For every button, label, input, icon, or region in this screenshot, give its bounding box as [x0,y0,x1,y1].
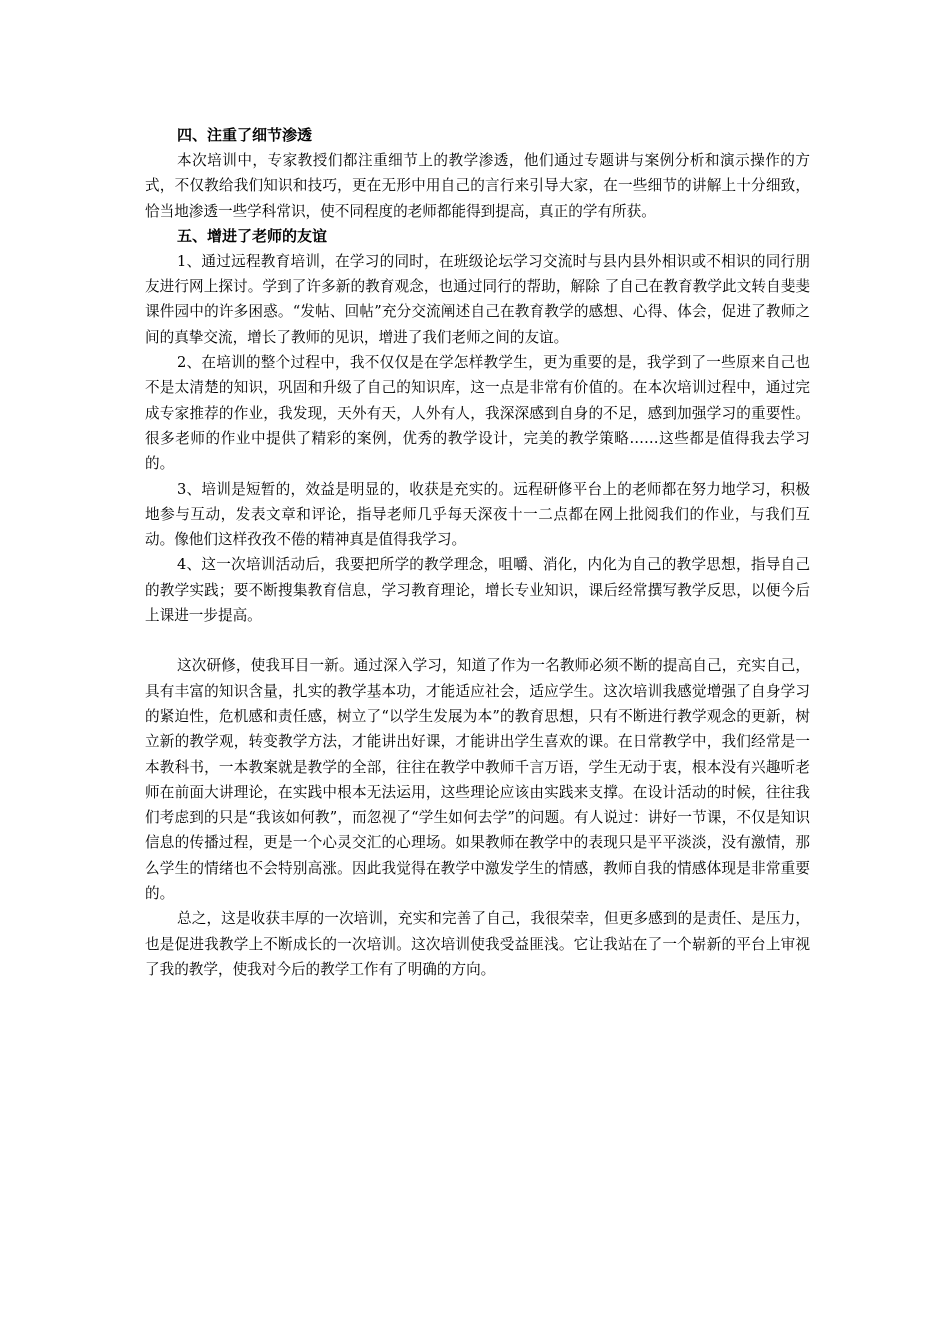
section-5-item-2: 2、在培训的整个过程中，我不仅仅是在学怎样教学生，更为重要的是，我学到了一些原来自己也不是太清楚的知识，巩固和升级了自己的知识库，这一点是非常有价值的。在本次培训过程中，通过完成专家推荐的作业，我发现，天外有天，人外有人，我深深感到自身的不足，感到加强学习的重要性。很多老师的作业中提供了精彩的案例，优秀的教学设计，完美的教学策略……这些都是值得我去学习的。 [145,354,810,473]
document-page [145,123,810,982]
section-5-item-1: 1、通过远程教育培训，在学习的同时，在班级论坛学习交流时与县内县外相识或不相识的同行朋友进行网上探讨。学到了许多新的教育观念，也通过同行的帮助，解除 了自己在教育教学此文转自斐斐课件园中的许多困惑。“发帖、回帖”充分交流阐述自己在教育教学的感想、心得、体会，促进了教师之间的真挚交流，增长了教师的见识，增进了我们老师之间的友谊。 [145,252,810,346]
section-4-heading: 四、注重了细节渗透 [177,126,313,144]
section-5-item-4: 4、这一次培训活动后，我要把所学的教学理念，咀嚼、消化，内化为自己的教学思想，指导自己的教学实践；要不断搜集教育信息，学习教育理论，增长专业知识，课后经常撰写教学反思，以便今后上课进一步提高。 [145,556,810,625]
blank-line [145,628,810,653]
section-4-paragraph: 本次培训中，专家教授们都注重细节上的教学渗透，他们通过专题讲与案例分析和演示操作的方式，不仅教给我们知识和技巧，更在无形中用自己的言行来引导大家，在一些细节的讲解上十分细致，恰当地渗透一些学科常识，使不同程度的老师都能得到提高，真正的学有所获。 [145,152,810,220]
section-5-item-3: 3、培训是短暂的，效益是明显的，收获是充实的。远程研修平台上的老师都在努力地学习，积极地参与互动，发表文章和评论，指导老师几乎每天深夜十一二点都在网上批阅我们的作业，与我们互动。像他们这样孜孜不倦的精神真是值得我学习。 [145,480,810,549]
section-5-heading: 五、增进了老师的友谊 [177,226,328,245]
conclusion-paragraph-1: 这次研修，使我耳目一新。通过深入学习，知道了作为一名教师必须不断的提高自己，充实自己，具有丰富的知识含量，扎实的教学基本功，才能适应社会，适应学生。这次培训我感觉增强了自身学习的紧迫性，危机感和责任感，树立了“以学生发展为本”的教育思想，只有不断进行教学观念的更新，树立新的教学观，转变教学方法，才能讲出好课，才能讲出学生喜欢的课。在日常教学中，我们经常是一本教科书，一本教案就是教学的全部，往往在教学中教师千言万语，学生无动于衷，根本没有兴趣听老师在前面大讲理论，在实践中根本无法运用，这些理论应该由实践来支撑。在设计活动的时候，往往我们考虑到的只是“我该如何教”，而忽视了“学生如何去学”的问题。有人说过：讲好一节课，不仅是知识信息的传播过程，更是一个心灵交汇的心理场。如果教师在教学中的表现只是平平淡淡，没有激情，那么学生的情绪也不会特别高涨。因此我觉得在教学中激发学生的情感，教师自我的情感体现是非常重要的。 [145,657,810,903]
conclusion-paragraph-2: 总之，这是收获丰厚的一次培训，充实和完善了自己，我很荣幸，但更多感到的是责任、是压力，也是促进我教学上不断成长的一次培训。这次培训使我受益匪浅。它让我站在了一个崭新的平台上审视了我的教学，使我对今后的教学工作有了明确的方向。 [145,910,810,978]
